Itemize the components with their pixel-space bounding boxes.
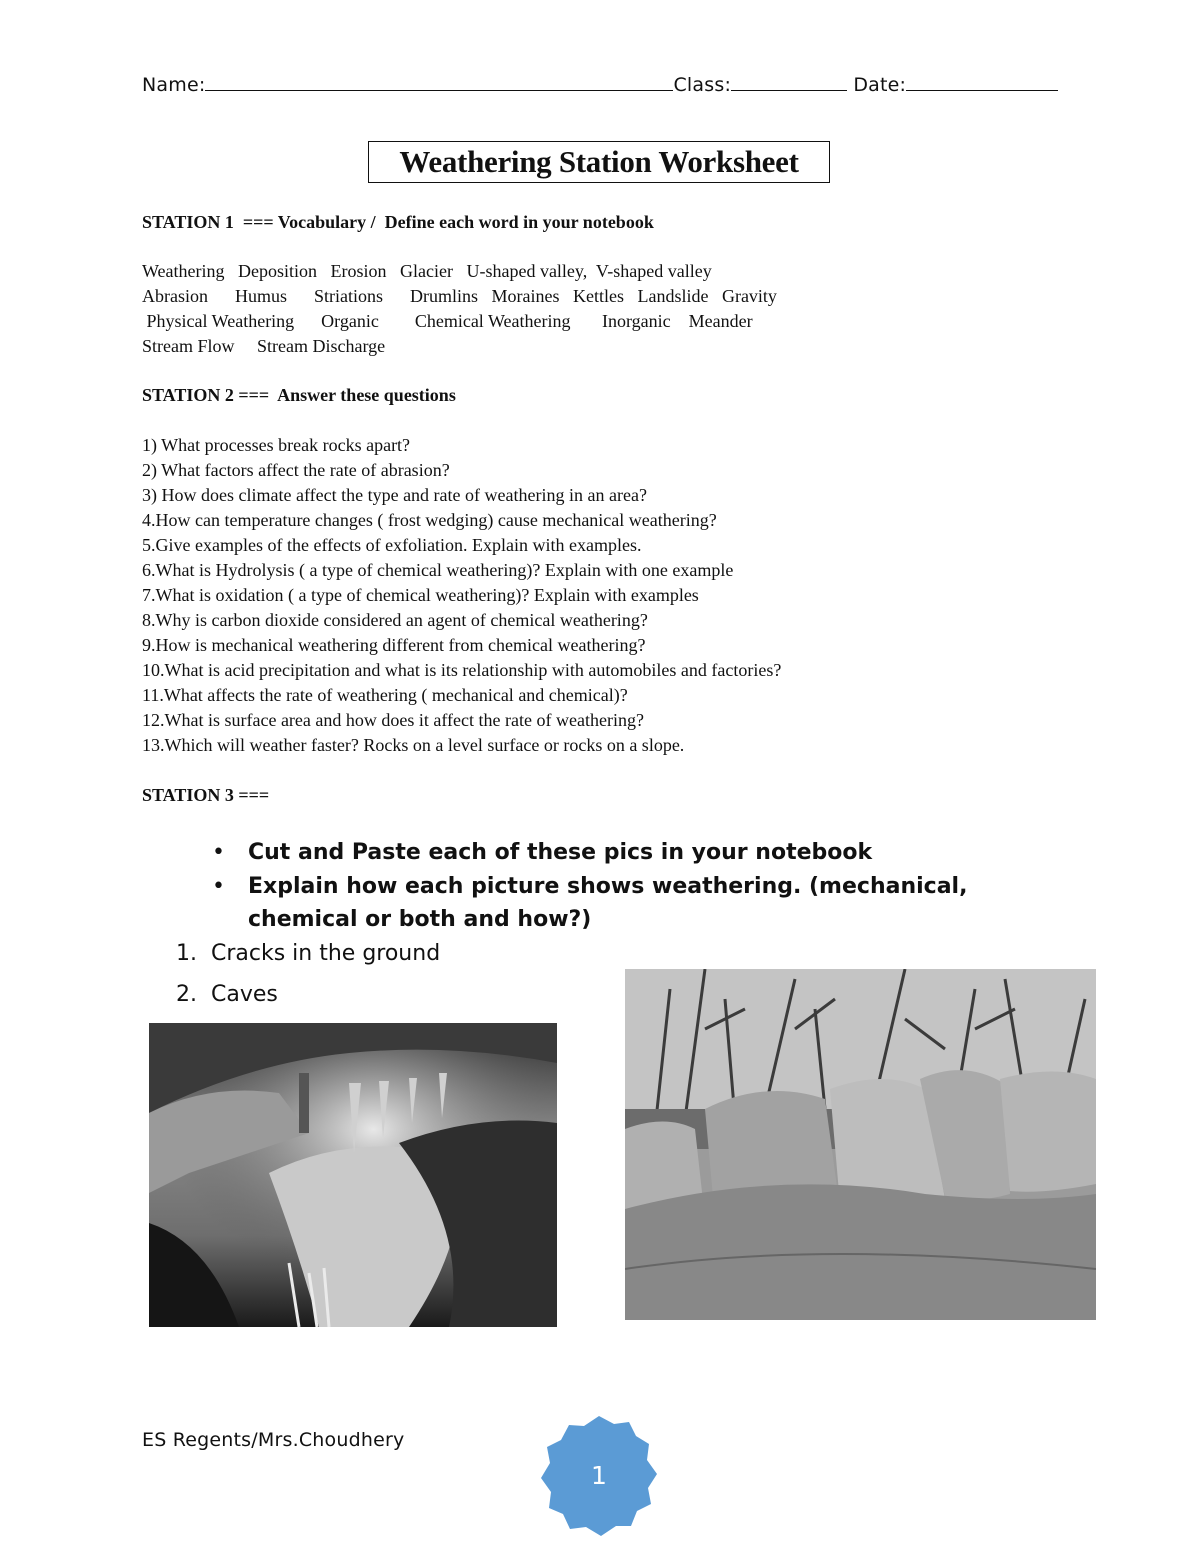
page-title: Weathering Station Worksheet: [368, 141, 830, 183]
rocks-photo: [625, 969, 1096, 1320]
question-item: 3) How does climate affect the type and rate of weathering in an area?: [142, 485, 647, 505]
page-number-badge: [539, 1416, 659, 1536]
bullet-icon: •: [212, 840, 225, 865]
cave-photo: [149, 1023, 557, 1327]
bullet-icon: •: [212, 874, 225, 899]
vocab-row: Stream Flow Stream Discharge: [142, 336, 386, 356]
vocab-row: Abrasion Humus Striations Drumlins Moraines Kettles Landslide Gravity: [142, 286, 777, 306]
station3-heading: STATION 3 ===: [142, 785, 270, 805]
page-number: 1: [591, 1461, 607, 1490]
question-item: 13.Which will weather faster? Rocks on a level surface or rocks on a slope.: [142, 735, 685, 755]
question-item: 1) What processes break rocks apart?: [142, 435, 411, 455]
class-blank[interactable]: [731, 74, 847, 91]
name-blank[interactable]: [205, 74, 673, 91]
header-line: [142, 74, 1058, 96]
question-item: 11.What affects the rate of weathering ( mechanical and chemical)?: [142, 685, 628, 705]
footer-author: ES Regents/Mrs.Choudhery: [142, 1429, 405, 1451]
numbered-item-num: 1.: [176, 941, 197, 966]
bullet-item: Cut and Paste each of these pics in your notebook: [248, 840, 873, 865]
bullet-item: Explain how each picture shows weathering. (mechanical,: [248, 874, 968, 899]
date-label: Date:: [853, 74, 907, 96]
bullet-item-continued: chemical or both and how?): [248, 907, 592, 932]
station2-heading-rest: Answer these questions: [277, 385, 456, 405]
station2-heading-label: STATION 2 ===: [142, 385, 270, 405]
numbered-item: [176, 978, 278, 1011]
question-item: 9.How is mechanical weathering different from chemical weathering?: [142, 635, 646, 655]
question-item: 7.What is oxidation ( a type of chemical weathering)? Explain with examples: [142, 585, 699, 605]
question-item: 8.Why is carbon dioxide considered an agent of chemical weathering?: [142, 610, 648, 630]
name-label: Name:: [142, 74, 206, 96]
question-item: 5.Give examples of the effects of exfoliation. Explain with examples.: [142, 535, 642, 555]
station1-heading: [142, 210, 654, 235]
question-item: 4.How can temperature changes ( frost wedging) cause mechanical weathering?: [142, 510, 717, 530]
date-blank[interactable]: [906, 74, 1058, 91]
numbered-item: [176, 937, 440, 970]
class-label: Class:: [673, 74, 732, 96]
question-item: 10.What is acid precipitation and what is its relationship with automobiles and factories?: [142, 660, 782, 680]
vocab-row: Physical Weathering Organic Chemical Weathering Inorganic Meander: [142, 311, 753, 331]
station1-heading-rest: === Vocabulary / Define each word in your notebook: [242, 212, 654, 232]
vocab-row: Weathering Deposition Erosion Glacier U-shaped valley, V-shaped valley: [142, 261, 712, 281]
question-item: 2) What factors affect the rate of abrasion?: [142, 460, 450, 480]
station1-heading-label: STATION 1: [142, 212, 234, 232]
numbered-item-text: Cracks in the ground: [211, 941, 441, 966]
question-item: 12.What is surface area and how does it affect the rate of weathering?: [142, 710, 644, 730]
question-item: 6.What is Hydrolysis ( a type of chemical weathering)? Explain with one example: [142, 560, 734, 580]
numbered-item-text: Caves: [211, 982, 278, 1007]
numbered-item-num: 2.: [176, 982, 197, 1007]
station2-heading: [142, 383, 456, 408]
